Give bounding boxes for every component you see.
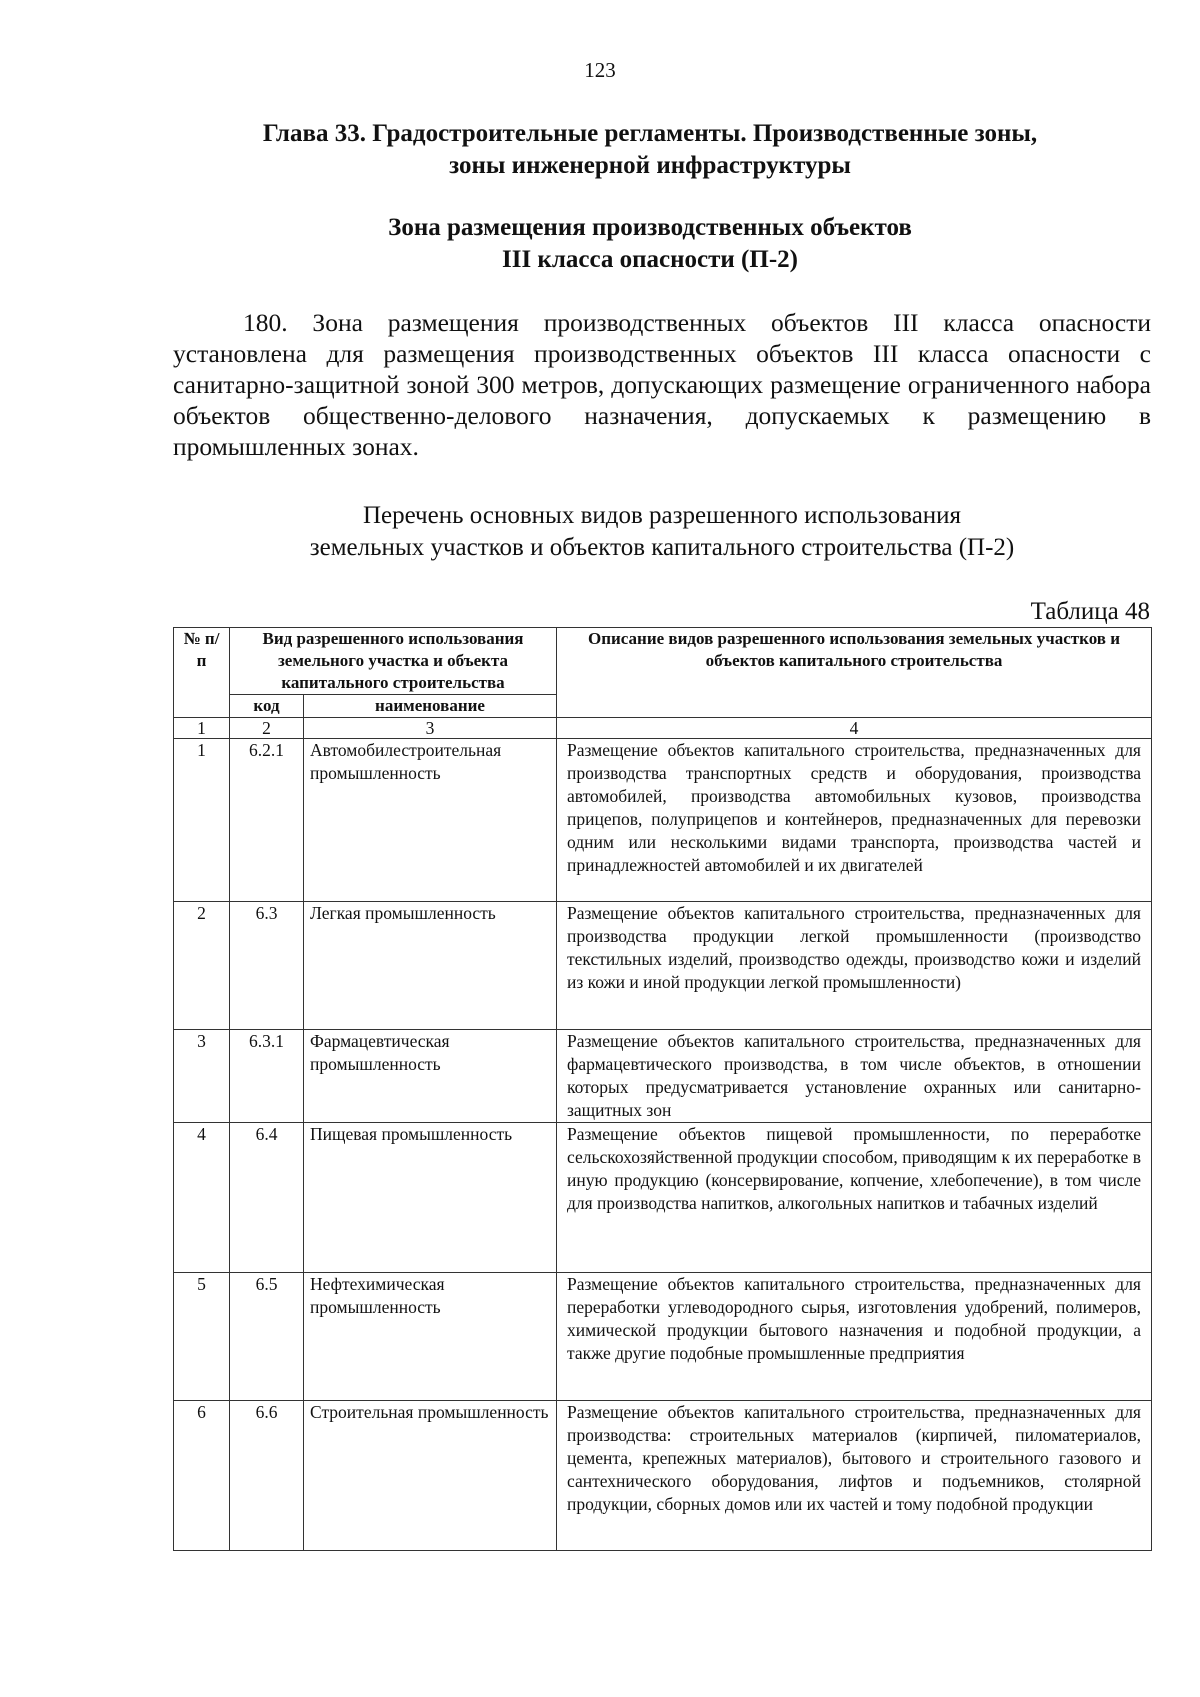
paragraph-text: 180. Зона размещения производственных объектов III класса опасности установлена для размещения производственных объектов III класса опасности с санитарно-защитной зоной 300 метров, допускающих размещение ограниченного набора объектов общественно-делового назначения, допускаемых к размещению в промышленных зонах. bbox=[173, 308, 1151, 461]
row-code: 6.3.1 bbox=[230, 1030, 304, 1123]
row-name: Пищевая промышленность bbox=[304, 1123, 557, 1273]
column-number: 2 bbox=[230, 718, 304, 739]
column-number: 4 bbox=[557, 718, 1152, 739]
list-heading-line-2: земельных участков и объектов капитального строительства (П-2) bbox=[309, 534, 1015, 561]
row-name: Автомобилестроительная промышленность bbox=[304, 739, 557, 902]
row-name: Фармацевтическая промышленность bbox=[304, 1030, 557, 1123]
row-num: 2 bbox=[174, 902, 230, 1030]
list-heading bbox=[173, 500, 1151, 564]
row-name: Нефтехимическая промышленность bbox=[304, 1273, 557, 1401]
land-use-table bbox=[173, 627, 1152, 1551]
row-code: 6.6 bbox=[230, 1401, 304, 1551]
row-name: Легкая промышленность bbox=[304, 902, 557, 1030]
column-number-row bbox=[174, 718, 1152, 739]
column-number: 1 bbox=[174, 718, 230, 739]
chapter-title-line-1: Глава 33. Градостроительные регламенты. Производственные зоны, bbox=[262, 120, 1038, 147]
row-name: Строительная промышленность bbox=[304, 1401, 557, 1551]
table-row bbox=[174, 1273, 1152, 1401]
table-header-row bbox=[174, 628, 1152, 695]
row-num: 5 bbox=[174, 1273, 230, 1401]
row-description: Размещение объектов капитального строительства, предназначенных для производства транспортных средств и оборудования, производства автомобилей, производства автомобильных кузовов, производства прицепов, полуприцепов и контейнеров, предназначенных для перевозки одним или несколькими видами транспорта, производства частей и принадлежностей автомобилей и их двигателей bbox=[557, 739, 1152, 902]
table-row bbox=[174, 902, 1152, 1030]
table-row bbox=[174, 1123, 1152, 1273]
chapter-title-line-2: зоны инженерной инфраструктуры bbox=[449, 152, 851, 179]
page-number: 123 bbox=[584, 58, 616, 82]
row-description: Размещение объектов капитального строительства, предназначенных для производства продукции легкой промышленности (производство текстильных изделий, производство одежды, производство кожи и изделий из кожи и иной продукции легкой промышленности) bbox=[557, 902, 1152, 1030]
chapter-title bbox=[150, 118, 1150, 182]
row-num: 1 bbox=[174, 739, 230, 902]
list-heading-line-1: Перечень основных видов разрешенного использования bbox=[362, 502, 962, 529]
zone-description-paragraph bbox=[173, 307, 1151, 462]
row-description: Размещение объектов капитального строительства, предназначенных для переработки углеводородного сырья, изготовления удобрений, полимеров, химической продукции бытового назначения и подобной продукции, а также другие подобные промышленные предприятия bbox=[557, 1273, 1152, 1401]
row-num: 3 bbox=[174, 1030, 230, 1123]
row-code: 6.2.1 bbox=[230, 739, 304, 902]
zone-title bbox=[150, 212, 1150, 276]
zone-title-line-2: III класса опасности (П-2) bbox=[502, 246, 798, 273]
table-row bbox=[174, 1030, 1152, 1123]
header-kind: Вид разрешенного использования земельного участка и объекта капитального строительства bbox=[230, 628, 557, 695]
header-description: Описание видов разрешенного использования земельных участков и объектов капитального строительства bbox=[557, 628, 1152, 718]
header-name: наименование bbox=[304, 695, 557, 718]
zone-title-line-1: Зона размещения производственных объектов bbox=[388, 214, 912, 241]
table-row bbox=[174, 739, 1152, 902]
row-description: Размещение объектов пищевой промышленности, по переработке сельскохозяйственной продукции способом, приводящим к их переработке в иную продукцию (консервирование, копчение, хлебопечение), в том числе для производства напитков, алкогольных напитков и табачных изделий bbox=[557, 1123, 1152, 1273]
row-description: Размещение объектов капитального строительства, предназначенных для фармацевтического производства, в том числе объектов, в отношении которых предусматривается установление охранных или санитарно-защитных зон bbox=[557, 1030, 1152, 1123]
row-num: 4 bbox=[174, 1123, 230, 1273]
row-num: 6 bbox=[174, 1401, 230, 1551]
table-caption: Таблица 48 bbox=[1030, 598, 1150, 625]
row-code: 6.5 bbox=[230, 1273, 304, 1401]
header-code: код bbox=[230, 695, 304, 718]
row-code: 6.4 bbox=[230, 1123, 304, 1273]
column-number: 3 bbox=[304, 718, 557, 739]
table-row bbox=[174, 1401, 1152, 1551]
row-description: Размещение объектов капитального строительства, предназначенных для производства: строительных материалов (кирпичей, пиломатериалов, цемента, крепежных материалов), бытового и строительного газового и сантехнического оборудования, лифтов и подъемников, столярной продукции, сборных домов или их частей и тому подобной продукции bbox=[557, 1401, 1152, 1551]
row-code: 6.3 bbox=[230, 902, 304, 1030]
header-num: № п/п bbox=[174, 628, 230, 718]
